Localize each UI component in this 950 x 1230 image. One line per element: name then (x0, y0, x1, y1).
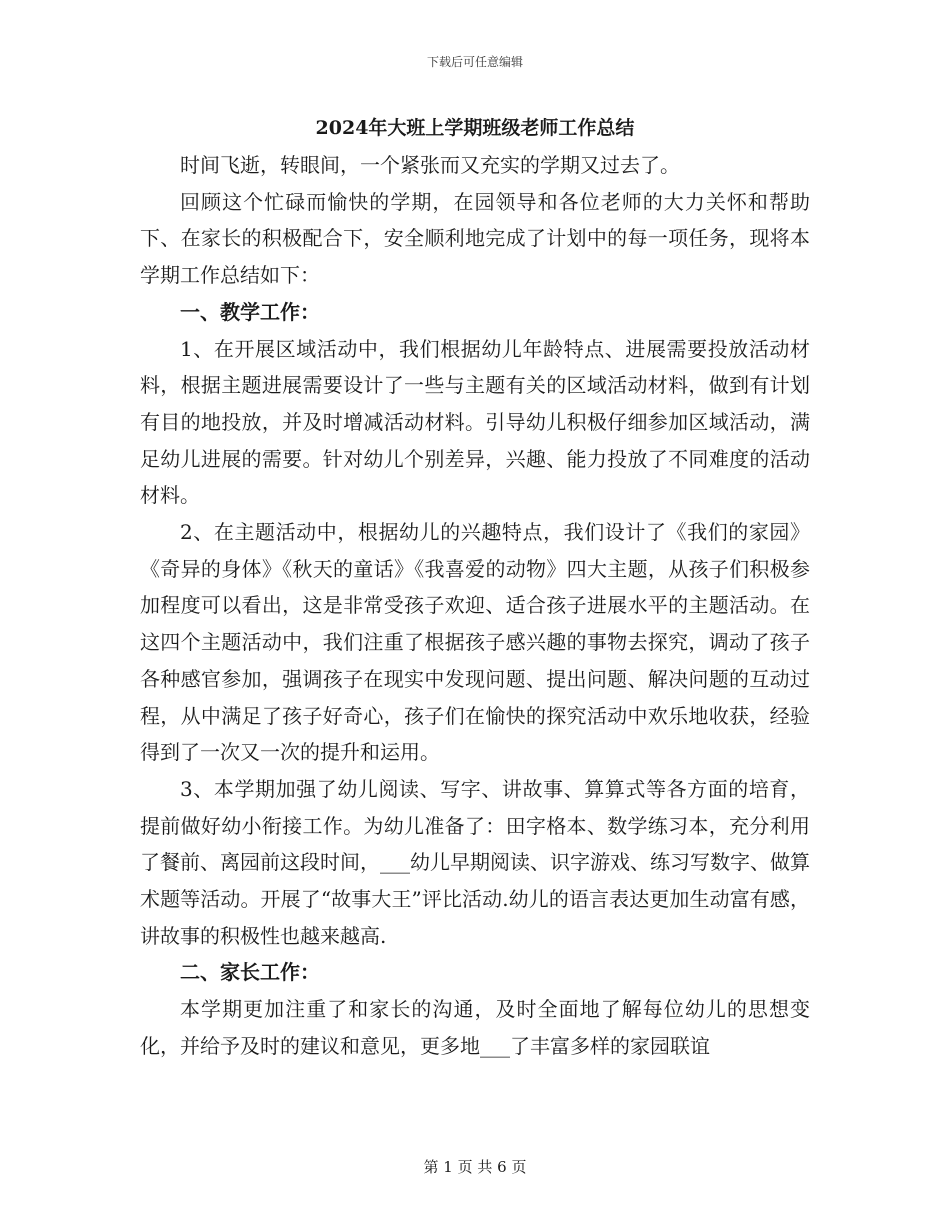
section-heading-parents: 二、家长工作： (180, 960, 320, 985)
paragraph-intro: 时间飞逝，转眼间，一个紧张而又充实的学期又过去了。 (180, 153, 680, 177)
paragraph-parents: 本学期更加注重了和家长的沟通，及时全面地了解每位幼儿的思想变化，并给予及时的建议和意见，更多地___了丰富多样的家园联谊 (140, 997, 810, 1058)
document-body (140, 147, 810, 1065)
paragraph-review: 回顾这个忙碌而愉快的学期，在园领导和各位老师的大力关怀和帮助下、在家长的积极配合下，安全顺利地完成了计划中的每一项任务，现将本学期工作总结如下： (140, 189, 810, 288)
header-note: 下载后可任意编辑 (426, 55, 523, 69)
paragraph-teaching-2: 2、在主题活动中，根据幼儿的兴趣特点，我们设计了《我们的家园》《奇异的身体》《秋天的童话》《我喜爱的动物》四大主题，从孩子们积极参加程度可以看出，这是非常受孩子欢迎、适合孩子进展水平的主题活动。在这四个主题活动中，我们注重了根据孩子感兴趣的事物去探究，调动了孩子各种感官参加，强调孩子在现实中发现问题、提出问题、解决问题的互动过程，从中满足了孩子好奇心，孩子们在愉快的探究活动中欢乐地收获，经验得到了一次又一次的提升和运用。 (140, 520, 810, 765)
document-title: 2024年大班上学期班级老师工作总结 (315, 117, 635, 139)
paragraph-teaching-3: 3、本学期加强了幼儿阅读、写字、讲故事、算算式等各方面的培育，提前做好幼小衔接工作。为幼儿准备了：田字格本、数学练习本，充分利用了餐前、离园前这段时间，___幼儿早期阅读、识字游戏、练习写数字、做算术题等活动。开展了“故事大王”评比活动.幼儿的语言表达更加生动富有感，讲故事的积极性也越来越高. (140, 776, 810, 948)
paragraph-teaching-1: 1、在开展区域活动中，我们根据幼儿年龄特点、进展需要投放活动材料，根据主题进展需要设计了一些与主题有关的区域活动材料，做到有计划有目的地投放，并及时增减活动材料。引导幼儿积极仔细参加区域活动，满足幼儿进展的需要。针对幼儿个别差异，兴趣、能力投放了不同难度的活动材料。 (140, 336, 810, 508)
page-number: 第 1 页 共 6 页 (423, 1158, 527, 1176)
section-heading-teaching: 一、教学工作： (180, 299, 320, 324)
